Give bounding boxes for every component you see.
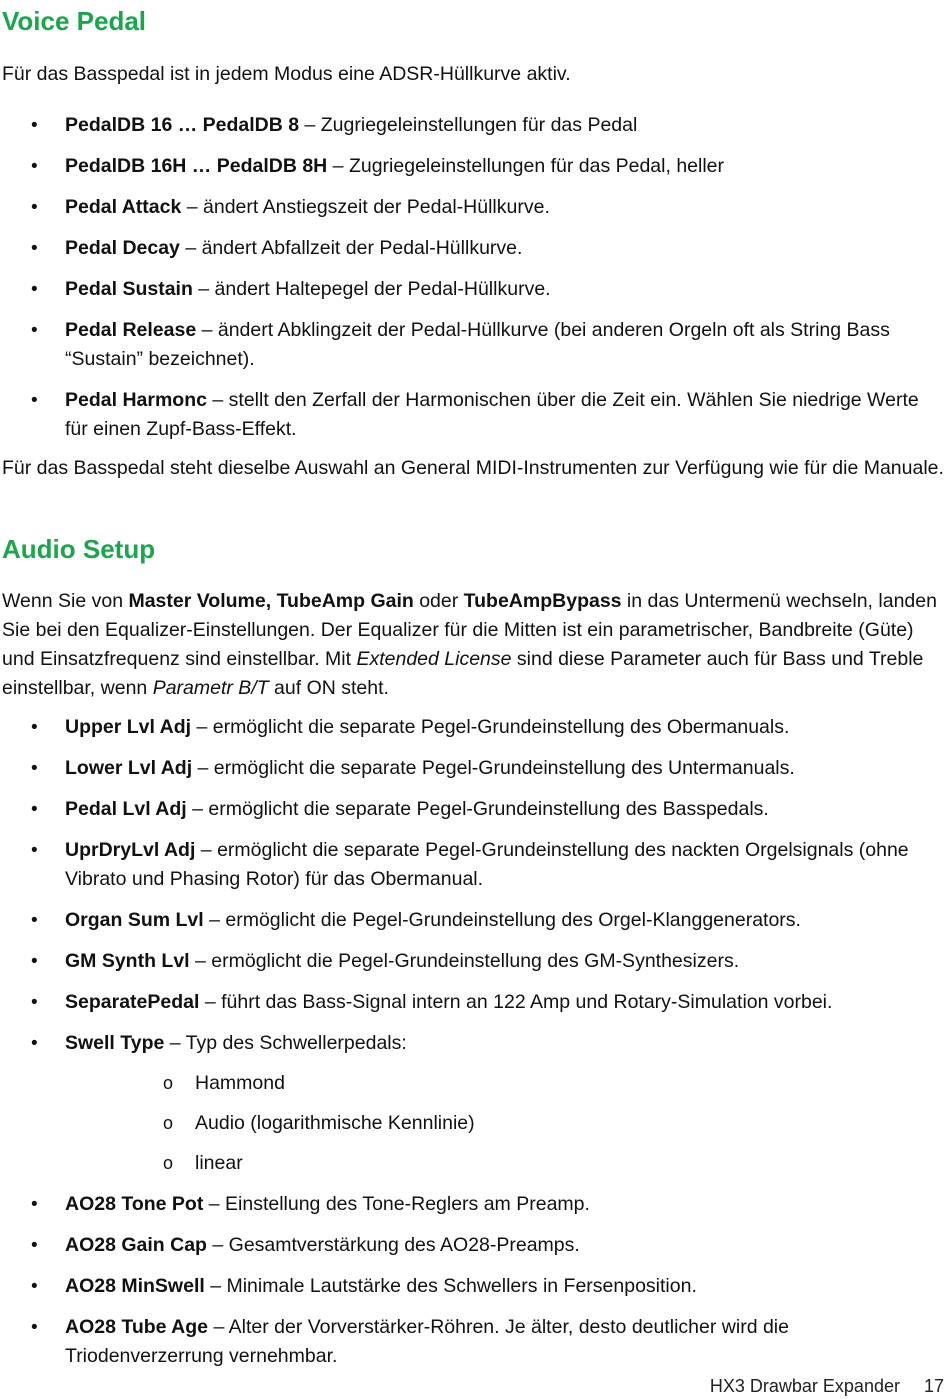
- voice-pedal-heading: Voice Pedal: [2, 6, 147, 36]
- list-item: • Organ Sum Lvl – ermöglicht die Pegel-Grundeinstellung des Orgel-Klanggenerators.: [0, 906, 944, 935]
- list-item: o Audio (logarithmische Kennlinie): [65, 1109, 944, 1138]
- bullet-icon: •: [31, 799, 38, 820]
- bullet-icon: •: [31, 320, 38, 341]
- list-item: • Pedal Release – ändert Abklingzeit der Pedal-Hüllkurve (bei anderen Orgeln oft als String Bass “Sustain” bezeichnet).: [0, 316, 944, 374]
- page-footer: [710, 1376, 944, 1397]
- list-item: • AO28 Tube Age – Alter der Vorverstärker-Röhren. Je älter, desto deutlicher wird die Triodenverzerrung vernehmbar.: [0, 1313, 944, 1371]
- list-item: • Pedal Sustain – ändert Haltepegel der Pedal-Hüllkurve.: [0, 275, 944, 304]
- bullet-icon: •: [31, 1317, 38, 1338]
- bullet-icon: •: [31, 279, 38, 300]
- list-item: • Pedal Harmonc – stellt den Zerfall der Harmonischen über die Zeit ein. Wählen Sie niedrige Werte für einen Zupf-Bass-Effekt.: [0, 386, 944, 444]
- bullet-icon: •: [31, 1276, 38, 1297]
- sub-bullet-icon: o: [163, 1073, 174, 1093]
- voice-pedal-intro: Für das Basspedal ist in jedem Modus eine ADSR-Hüllkurve aktiv.: [2, 63, 571, 85]
- list-item: • AO28 MinSwell – Minimale Lautstärke des Schwellers in Fersenposition.: [0, 1272, 944, 1301]
- audio-setup-list: [0, 713, 944, 1371]
- bullet-icon: •: [31, 1033, 38, 1054]
- bullet-icon: •: [31, 951, 38, 972]
- list-item: • UprDryLvl Adj – ermöglicht die separate Pegel-Grundeinstellung des nackten Orgelsignals (ohne Vibrato und Phasing Rotor) für das Obermanual.: [0, 836, 944, 894]
- list-item: • PedalDB 16H … PedalDB 8H – Zugriegeleinstellungen für das Pedal, heller: [0, 152, 944, 181]
- list-item: • PedalDB 16 … PedalDB 8 – Zugriegeleinstellungen für das Pedal: [0, 111, 944, 140]
- sub-bullet-icon: o: [163, 1153, 174, 1173]
- list-item: o Hammond: [65, 1069, 944, 1098]
- audio-setup-heading: Audio Setup: [2, 534, 156, 564]
- bullet-icon: •: [31, 758, 38, 779]
- bullet-icon: •: [31, 1194, 38, 1215]
- bullet-icon: •: [31, 390, 38, 411]
- list-item: • Swell Type – Typ des Schwellerpedals: o Hammond o Audio (logarithmische Kennlinie) o linear: [0, 1029, 944, 1178]
- bullet-icon: •: [31, 238, 38, 259]
- list-item: • Pedal Decay – ändert Abfallzeit der Pedal-Hüllkurve.: [0, 234, 944, 263]
- voice-pedal-outro: Für das Basspedal steht dieselbe Auswahl an General MIDI-Instrumenten zur Verfügung wie für die Manuale.: [2, 457, 944, 479]
- page-number: 17: [923, 1376, 944, 1396]
- swell-type-options: [65, 1069, 944, 1178]
- bullet-icon: •: [31, 840, 38, 861]
- bullet-icon: •: [31, 1235, 38, 1256]
- voice-pedal-list: [0, 111, 944, 456]
- list-item: • Pedal Lvl Adj – ermöglicht die separate Pegel-Grundeinstellung des Basspedals.: [0, 795, 944, 824]
- list-item: • AO28 Tone Pot – Einstellung des Tone-Reglers am Preamp.: [0, 1190, 944, 1219]
- audio-setup-intro: Wenn Sie von Master Volume, TubeAmp Gain oder TubeAmpBypass in das Untermenü wechseln, landen Sie bei den Equalizer-Einstellungen. Der Equalizer für die Mitten ist ein parametrischer, Bandbreite (Güte) und Einsatzfrequenz sind einstellbar. Mit Extended License sind diese Parameter auch für Bass und Treble einstellbar, wenn Parametr B/T auf ON steht.: [2, 590, 937, 699]
- sub-bullet-icon: o: [163, 1113, 174, 1133]
- list-item: • GM Synth Lvl – ermöglicht die Pegel-Grundeinstellung des GM-Synthesizers.: [0, 947, 944, 976]
- bullet-icon: •: [31, 992, 38, 1013]
- list-item: • Pedal Attack – ändert Anstiegszeit der Pedal-Hüllkurve.: [0, 193, 944, 222]
- list-item: • SeparatePedal – führt das Bass-Signal intern an 122 Amp und Rotary-Simulation vorbei.: [0, 988, 944, 1017]
- list-item: o linear: [65, 1149, 944, 1178]
- bullet-icon: •: [31, 156, 38, 177]
- list-item: • Lower Lvl Adj – ermöglicht die separate Pegel-Grundeinstellung des Untermanuals.: [0, 754, 944, 783]
- bullet-icon: •: [31, 910, 38, 931]
- bullet-icon: •: [31, 717, 38, 738]
- list-item: • AO28 Gain Cap – Gesamtverstärkung des AO28-Preamps.: [0, 1231, 944, 1260]
- bullet-icon: •: [31, 115, 38, 136]
- footer-title: HX3 Drawbar Expander: [709, 1376, 900, 1396]
- list-item: • Upper Lvl Adj – ermöglicht die separate Pegel-Grundeinstellung des Obermanuals.: [0, 713, 944, 742]
- bullet-icon: •: [31, 197, 38, 218]
